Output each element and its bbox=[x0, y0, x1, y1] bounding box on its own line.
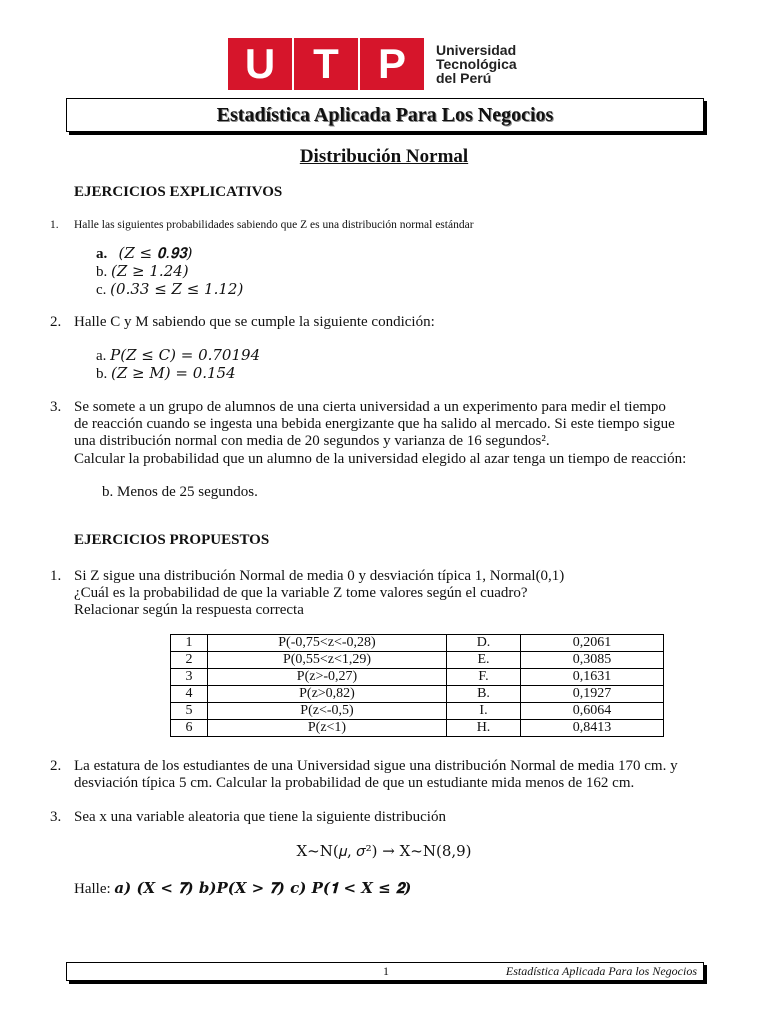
exp-q1-number: 1. bbox=[50, 219, 59, 231]
table-cell: P(z>0,82) bbox=[208, 686, 447, 703]
prop-q2-line1: La estatura de los estudiantes de una Universidad sigue una distribución Normal de media 170 cm. y bbox=[74, 758, 678, 774]
table-cell: E. bbox=[447, 652, 521, 669]
logo-text bbox=[436, 43, 517, 85]
table-cell: H. bbox=[447, 720, 521, 737]
table-row bbox=[171, 652, 664, 669]
document-title: Estadística Aplicada Para Los Negocios bbox=[66, 98, 704, 132]
logo-letter-t: T bbox=[294, 38, 358, 90]
item-label: b. bbox=[96, 366, 108, 382]
exp-q2-item-b bbox=[96, 364, 236, 383]
utp-logo bbox=[228, 38, 517, 90]
logo-line3: del Perú bbox=[436, 70, 492, 86]
table-cell: 4 bbox=[171, 686, 208, 703]
exp-q3-line2: de reacción cuando se ingesta una bebida energizante que ha salido al mercado. Si este tiempo sigue bbox=[74, 416, 675, 432]
document-subtitle: Distribución Normal bbox=[299, 146, 469, 167]
exp-q3-line1: Se somete a un grupo de alumnos de una cierta universidad a un experimento para medir el tiempo bbox=[74, 399, 666, 415]
table-row bbox=[171, 669, 664, 686]
exp-q1-item-b bbox=[96, 262, 189, 281]
table-cell: 0,1631 bbox=[521, 669, 664, 686]
prop-q3-halle bbox=[74, 879, 411, 898]
table-cell: 0,8413 bbox=[521, 720, 664, 737]
logo-letter-p: P bbox=[360, 38, 424, 90]
exp-q2-item-a bbox=[96, 346, 260, 365]
table-cell: 6 bbox=[171, 720, 208, 737]
footer-title: Estadística Aplicada Para los Negocios bbox=[505, 964, 697, 978]
item-math: (𝑍 ≥ 1.24) bbox=[111, 262, 189, 280]
item-math: 𝑃(𝑍 ≤ 𝐶) = 0.70194 bbox=[110, 346, 261, 364]
item-math: (0.33 ≤ 𝑍 ≤ 1.12) bbox=[110, 280, 244, 298]
page-number: 1 bbox=[383, 964, 389, 978]
table-cell: D. bbox=[447, 635, 521, 652]
item-label: b. bbox=[96, 264, 108, 280]
table-cell: 0,3085 bbox=[521, 652, 664, 669]
logo-line2: Tecnológica bbox=[436, 56, 517, 72]
exp-q1-item-c bbox=[96, 280, 243, 299]
exp-q3-line4: Calcular la probabilidad que un alumno de la universidad elegido al azar tenga un tiempo de reacción: bbox=[74, 451, 687, 467]
halle-label: Halle: bbox=[74, 881, 111, 897]
table-cell: P(z<-0,5) bbox=[208, 703, 447, 720]
exp-q3-line3: una distribución normal con media de 20 segundos y varianza de 16 segundos². bbox=[74, 433, 550, 449]
exp-q1-item-a bbox=[96, 244, 193, 263]
table-cell: P(-0,75<z<-0,28) bbox=[208, 635, 447, 652]
item-label: a. bbox=[96, 348, 107, 364]
logo-letter-u: U bbox=[228, 38, 292, 90]
probability-match-table bbox=[170, 634, 664, 737]
prop-q1-line3: Relacionar según la respuesta correcta bbox=[74, 602, 304, 618]
table-cell: P(z>-0,27) bbox=[208, 669, 447, 686]
exp-q3-number: 3. bbox=[50, 399, 62, 415]
halle-math: 𝒂) (𝑿 < 𝟕) 𝒃)𝑷(𝑿 > 𝟕) 𝒄) 𝑷(𝟏 < 𝑿 ≤ 𝟐) bbox=[114, 879, 412, 897]
section-heading-propuestos: EJERCICIOS PROPUESTOS bbox=[74, 532, 270, 548]
page-footer bbox=[66, 962, 704, 981]
table-cell: B. bbox=[447, 686, 521, 703]
item-math: (𝑍 ≤ 𝟎.𝟗𝟑) bbox=[118, 244, 193, 262]
table-cell: 5 bbox=[171, 703, 208, 720]
item-math: (𝑍 ≥ 𝑀) = 0.154 bbox=[111, 364, 236, 382]
prop-q2-line2: desviación típica 5 cm. Calcular la probabilidad de que un estudiante mida menos de 162 cm. bbox=[74, 775, 635, 791]
prop-q3-formula bbox=[0, 842, 768, 861]
table-row bbox=[171, 635, 664, 652]
prop-q1-number: 1. bbox=[50, 568, 62, 584]
prop-q3-number: 3. bbox=[50, 809, 62, 825]
logo-line1: Universidad bbox=[436, 42, 517, 58]
item-label: c. bbox=[96, 282, 107, 298]
table-cell: 2 bbox=[171, 652, 208, 669]
formula-math: X~N(𝜇, 𝜎²) → X~N(8,9) bbox=[296, 842, 472, 860]
exp-q3-item-b: b. Menos de 25 segundos. bbox=[102, 484, 258, 500]
table-cell: I. bbox=[447, 703, 521, 720]
item-label: a. bbox=[96, 246, 108, 262]
table-cell: 1 bbox=[171, 635, 208, 652]
table-cell: P(0,55<z<1,29) bbox=[208, 652, 447, 669]
table-cell: 3 bbox=[171, 669, 208, 686]
prop-q1-line1: Si Z sigue una distribución Normal de media 0 y desviación típica 1, Normal(0,1) bbox=[74, 568, 565, 584]
table-cell: P(z<1) bbox=[208, 720, 447, 737]
table-cell: F. bbox=[447, 669, 521, 686]
table-cell: 0,1927 bbox=[521, 686, 664, 703]
table-cell: 0,2061 bbox=[521, 635, 664, 652]
prop-q3-text: Sea x una variable aleatoria que tiene la siguiente distribución bbox=[74, 809, 446, 825]
table-cell: 0,6064 bbox=[521, 703, 664, 720]
exp-q2-text: Halle C y M sabiendo que se cumple la siguiente condición: bbox=[74, 314, 435, 330]
prop-q2-number: 2. bbox=[50, 758, 62, 774]
table-row bbox=[171, 703, 664, 720]
exp-q1-text: Halle las siguientes probabilidades sabiendo que Z es una distribución normal estándar bbox=[74, 219, 474, 231]
prop-q1-line2: ¿Cuál es la probabilidad de que la variable Z tome valores según el cuadro? bbox=[74, 585, 528, 601]
table-row bbox=[171, 720, 664, 737]
exp-q2-number: 2. bbox=[50, 314, 62, 330]
section-heading-explicativos: EJERCICIOS EXPLICATIVOS bbox=[74, 184, 283, 200]
table-row bbox=[171, 686, 664, 703]
